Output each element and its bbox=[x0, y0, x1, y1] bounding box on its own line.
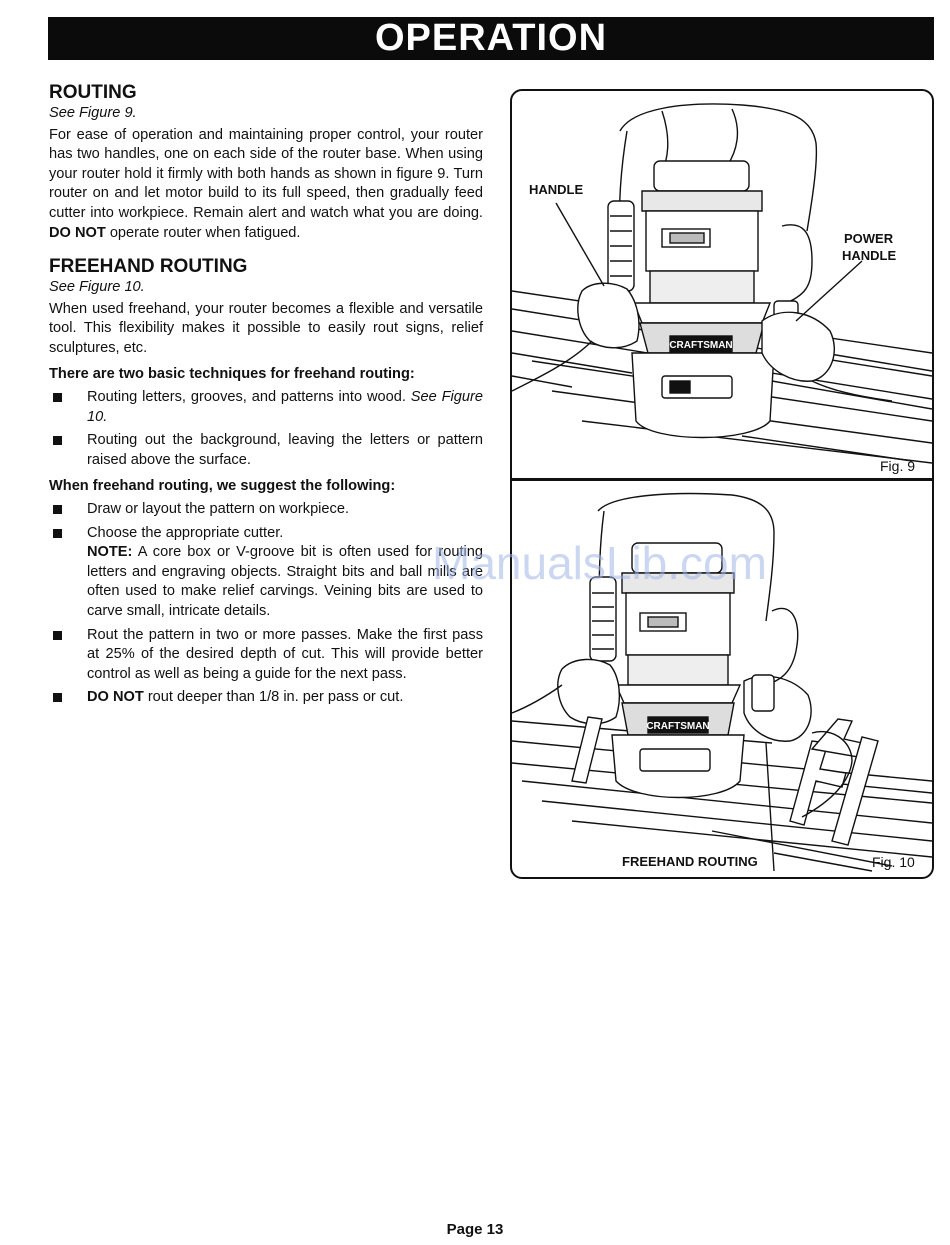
routing-heading: ROUTING bbox=[49, 82, 137, 103]
suggest-2-text: Choose the appropriate cutter. bbox=[87, 524, 284, 541]
fig10-brand-label: CRAFTSMAN bbox=[646, 721, 710, 732]
note-text: A core box or V-groove bit is often used for routing letters and engraving objects. Straight bits and ball mills are often used to make relief carvings. Veining bits are used to carve small, intricate details. bbox=[87, 544, 483, 620]
suggest-1-text: Draw or layout the pattern on workpiece. bbox=[87, 501, 350, 518]
routing-see-figure: See Figure 9. bbox=[49, 105, 137, 121]
bullet-square-icon bbox=[53, 529, 62, 538]
fig10-caption: FREEHAND ROUTING bbox=[622, 854, 758, 869]
routing-body-bold: DO NOT bbox=[49, 224, 106, 241]
technique-2-text: Routing out the background, leaving the letters or pattern raised above the surface. bbox=[87, 432, 483, 468]
routing-body-pre: For ease of operation and maintaining proper control, your router has two handles, one on each side of the router base. When using your router hold it firmly with both hands as shown in figure 9. Turn router on and let motor build to its full speed, then gradually feed cutter into workpiece. Remain alert and watch what you are doing. bbox=[49, 126, 483, 221]
bullet-square-icon bbox=[53, 436, 62, 445]
fig9-brand-label: CRAFTSMAN bbox=[669, 340, 733, 351]
page-number: Page 13 bbox=[446, 1221, 504, 1238]
figure-9 bbox=[510, 89, 934, 480]
bullet-square-icon bbox=[53, 505, 62, 514]
technique-1-see: See Figure 10. bbox=[87, 389, 484, 425]
freehand-body: When used freehand, your router becomes a flexible and versatile tool. This flexibility makes it possible to easily rout signs, relief sculptures, etc. bbox=[49, 300, 483, 356]
fig9-power-label-line2: HANDLE bbox=[842, 248, 897, 263]
technique-item bbox=[49, 431, 483, 470]
bullet-square-icon bbox=[53, 693, 62, 702]
freehand-see-figure: See Figure 10. bbox=[49, 279, 145, 296]
figure-9-illustration bbox=[512, 91, 932, 478]
suggest-4-text: rout deeper than 1/8 in. per pass or cut. bbox=[143, 689, 404, 706]
routing-body-post: operate router when fatigued. bbox=[105, 224, 301, 241]
routing-body bbox=[49, 126, 483, 244]
fig10-number: Fig. 10 bbox=[872, 854, 915, 870]
suggest-4-bold: DO NOT bbox=[87, 689, 144, 706]
text-column bbox=[49, 82, 483, 708]
bullet-square-icon bbox=[53, 393, 62, 402]
techniques-lead: There are two basic techniques for freehand routing: bbox=[49, 365, 415, 382]
suggest-item bbox=[49, 626, 483, 685]
suggest-lead: When freehand routing, we suggest the following: bbox=[49, 477, 396, 494]
note-label: NOTE: bbox=[87, 544, 133, 561]
suggest-item bbox=[49, 524, 483, 622]
technique-1-text: Routing letters, grooves, and patterns into wood. bbox=[87, 389, 406, 406]
fig9-number: Fig. 9 bbox=[880, 458, 916, 474]
watermark: ManualsLib.com bbox=[432, 537, 767, 589]
freehand-heading: FREEHAND ROUTING bbox=[49, 256, 248, 278]
fig9-power-label-line1: POWER bbox=[844, 231, 894, 246]
bullet-square-icon bbox=[53, 631, 62, 640]
suggest-item bbox=[49, 500, 483, 520]
suggest-item bbox=[49, 688, 483, 708]
fig9-handle-label: HANDLE bbox=[529, 182, 584, 197]
section-banner: OPERATION bbox=[48, 17, 934, 60]
suggest-3-text: Rout the pattern in two or more passes. Make the first pass at 25% of the desired depth of cut. This will provide better control as well as being a guide for the next pass. bbox=[87, 626, 483, 682]
technique-item bbox=[49, 388, 483, 427]
